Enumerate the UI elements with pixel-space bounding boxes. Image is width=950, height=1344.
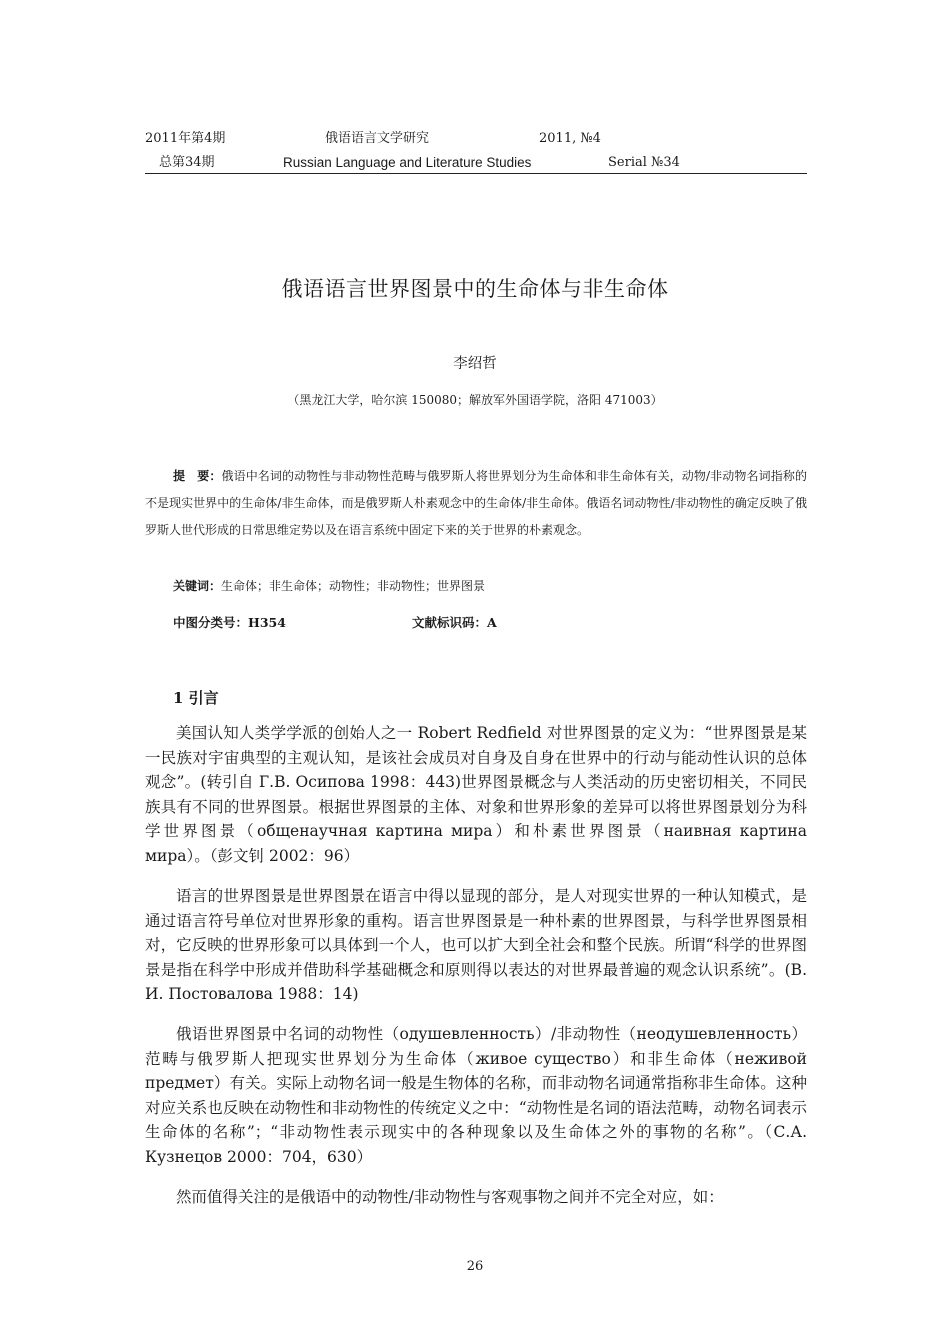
body-paragraph: 美国认知人类学学派的创始人之一 Robert Redfield 对世界图景的定义为：“世界图景是某一民族对宇宙典型的主观认知，是该社会成员对自身及自身在世界中的行动与能动性认识的总体观念”。(转引自 Г.В. Осипова 1998：443)世界图景概念与人类活动的历史密切相关，不同民族具有不同的世界图景。根据世界图景的主体、对象和世界形象的差异可以将世界图景划分为科学世界图景（общенаучная картина мира）和朴素世界图景（наивная картина мира）。（彭文钊 2002：96）	[145, 724, 807, 865]
paper-title: 俄语语言世界图景中的生命体与非生命体	[281, 277, 669, 301]
journal-header-line-2	[145, 155, 807, 174]
keywords-text: 生命体；非生命体；动物性；非动物性；世界图景	[221, 579, 486, 593]
abstract	[145, 463, 807, 544]
abstract-text: 俄语中名词的动物性与非动物性范畴与俄罗斯人将世界划分为生命体和非生命体有关，动物/非动物名词指称的不是现实世界中的生命体/非生命体，而是俄罗斯人朴素观念中的生命体/非生命体。俄语名词动物性/非动物性的确定反映了俄罗斯人世代形成的日常思维定势以及在语言系统中固定下来的关于世界的朴素观念。	[145, 469, 807, 537]
journal-header-line-1	[145, 131, 807, 147]
header-serial-en: Serial №34	[608, 155, 680, 170]
clc-number	[173, 613, 286, 633]
body-paragraph: 然而值得关注的是俄语中的动物性/非动物性与客观事物之间并不完全对应，如：	[176, 1188, 724, 1206]
clc-value: H354	[248, 615, 286, 630]
header-issue-cn: 2011年第4期	[145, 131, 226, 146]
body-paragraph: 语言的世界图景是世界图景在语言中得以显现的部分，是人对现实世界的一种认知模式，是通过语言符号单位对世界形象的重构。语言世界图景是一种朴素的世界图景，与科学世界图景相对，它反映的世界形象可以具体到一个人，也可以扩大到全社会和整个民族。所谓“科学的世界图景是指在科学中形成并借助科学基础概念和原则得以表达的对世界最普遍的观念认识系统”。(В. И. Постовалова 1988：14)	[145, 887, 807, 1004]
author-affiliation: （黑龙江大学，哈尔滨 150080；解放军外国语学院，洛阳 471003）	[287, 393, 663, 407]
section-heading-introduction: 1 引言	[173, 689, 219, 707]
page-number: 26	[466, 1259, 484, 1274]
document-code	[412, 613, 497, 633]
header-serial-cn: 总第34期	[159, 155, 215, 170]
keywords	[173, 576, 807, 596]
keywords-label: 关键词：	[173, 579, 222, 593]
header-issue-ru: 2011, №4	[539, 131, 601, 146]
body-paragraph: 俄语世界图景中名词的动物性（одушевленность）/非动物性（неодушевленность）范畴与俄罗斯人把现实世界划分为生命体（живое существо）和非生命体（неживой предмет）有关。实际上动物名词一般是生物体的名称，而非动物名词通常指称非生命体。这种对应关系也反映在动物性和非动物性的传统定义之中：“动物性是名词的语法范畴，动物名词表示生命体的名称”；“非动物性表示现实中的各种现象以及生命体之外的事物的名称”。（С.А. Кузнецов 2000：704，630）	[145, 1025, 807, 1166]
header-journal-en: Russian Language and Literature Studies	[283, 155, 532, 170]
header-journal-cn: 俄语语言文学研究	[325, 131, 430, 146]
author-name: 李绍哲	[453, 356, 497, 372]
doc-code-label: 文献标识码：	[412, 615, 488, 630]
doc-code-value: A	[487, 615, 497, 630]
clc-label: 中图分类号：	[173, 615, 249, 630]
abstract-label: 提 要：	[173, 469, 222, 483]
